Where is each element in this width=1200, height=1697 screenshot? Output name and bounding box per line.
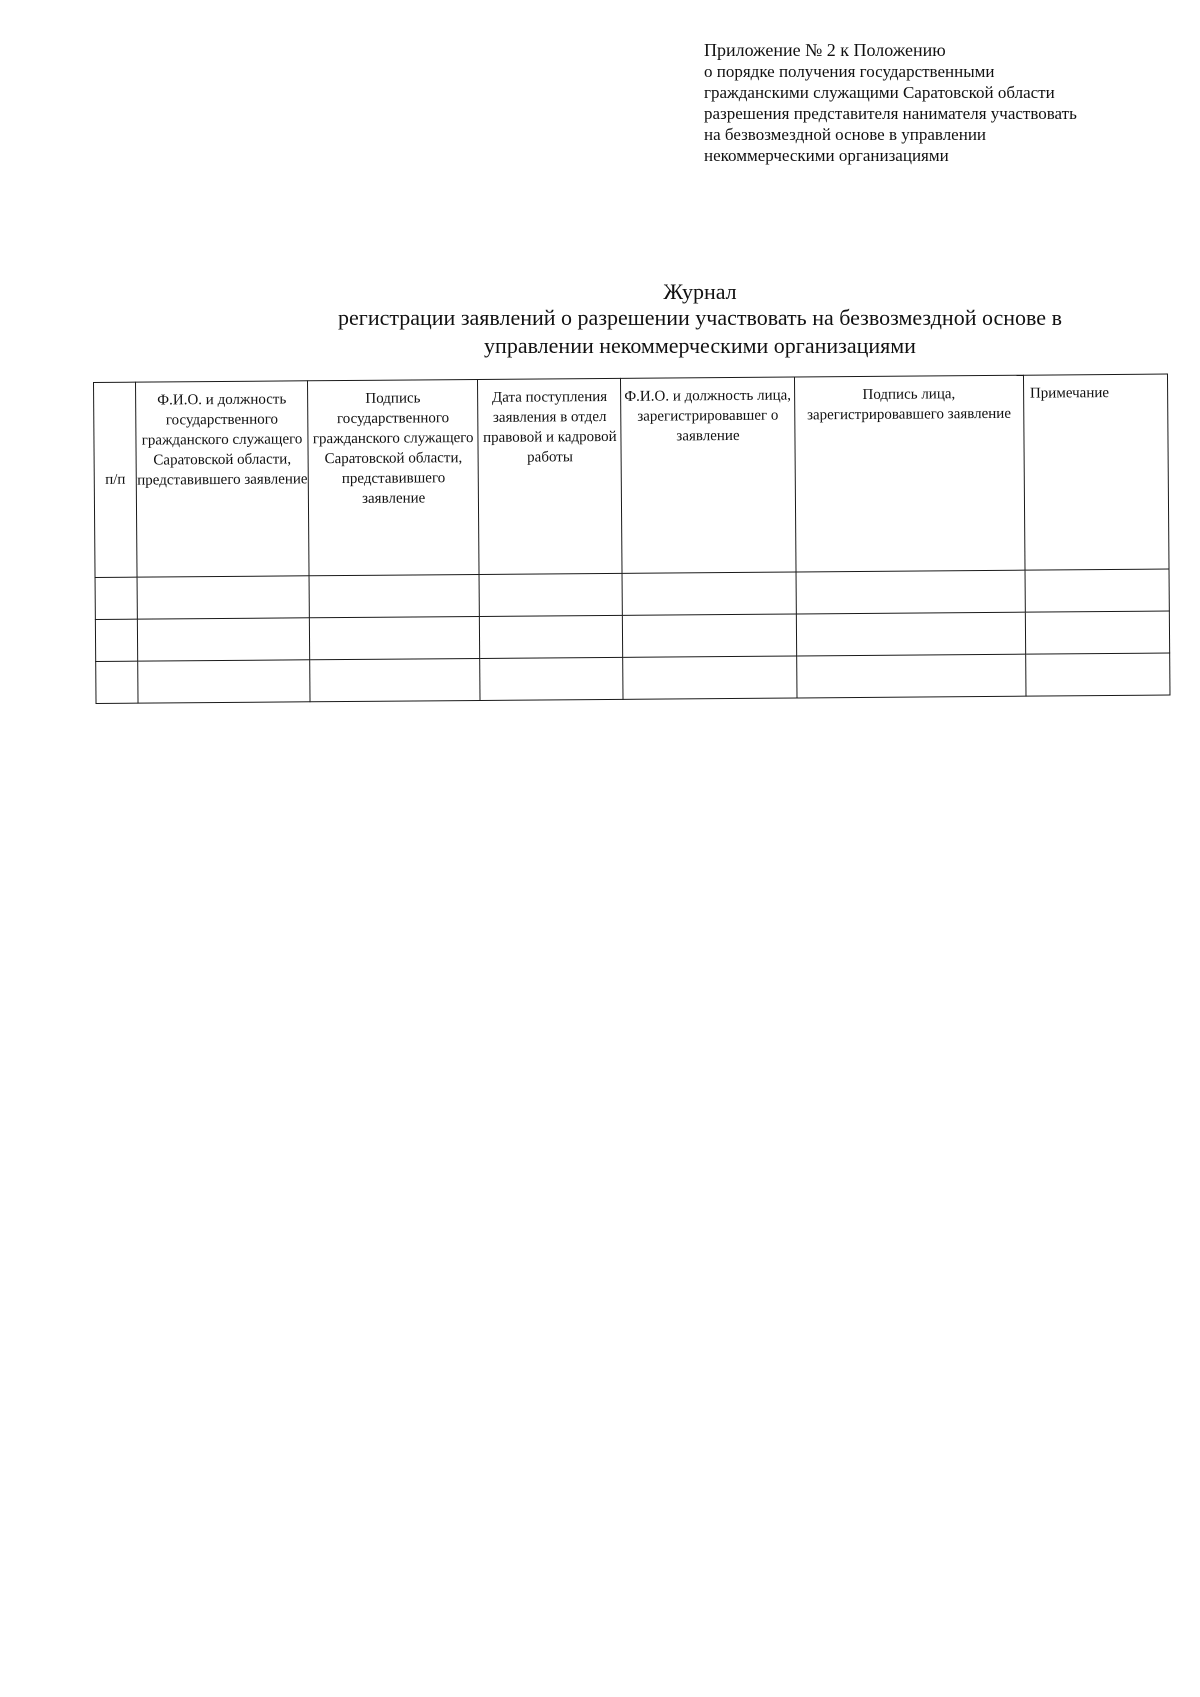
header-row <box>94 374 1169 577</box>
table-cell <box>622 572 795 615</box>
appendix-line: Приложение № 2 к Положению <box>704 40 946 60</box>
table-cell <box>310 658 480 701</box>
table-cell <box>138 660 310 703</box>
document-title <box>0 278 1200 306</box>
table-row <box>96 653 1170 703</box>
table-cell <box>796 570 1026 614</box>
table-cell <box>480 657 623 700</box>
table-cell <box>480 615 623 658</box>
table-cell <box>796 654 1026 698</box>
document-subtitle <box>290 304 1110 360</box>
appendix-line: гражданскими служащими Саратовской области <box>704 83 1055 102</box>
table-cell <box>1025 653 1169 696</box>
table-cell <box>623 656 796 699</box>
column-header-number: п/п <box>94 382 138 577</box>
column-header-receipt-date: Дата поступления заявления в отдел правовой и кадровой работы <box>478 378 623 574</box>
table-cell <box>137 576 309 619</box>
table-cell <box>623 614 796 657</box>
appendix-line: некоммерческими организациями <box>704 146 949 165</box>
appendix-line: на безвозмездной основе в управлении <box>704 125 987 144</box>
column-header-registrar-name: Ф.И.О. и должность лица, зарегистрировавшег о заявление <box>621 377 796 573</box>
document-heading: Журнал <box>663 279 737 304</box>
table-cell <box>1025 611 1169 654</box>
table-header <box>94 374 1169 577</box>
table-cell <box>796 612 1026 656</box>
table-cell <box>479 573 622 616</box>
column-header-registrar-signature: Подпись лица, зарегистрировавшего заявление <box>794 375 1025 572</box>
column-header-employee-name: Ф.И.О. и должность государственного гражданского служащего Саратовской области, представившего заявление <box>136 381 310 577</box>
journal-table <box>93 374 1170 704</box>
subtitle-line: регистрации заявлений о разрешении участвовать на безвозмездной основе в <box>338 305 1062 330</box>
table-body <box>95 569 1170 703</box>
table-cell <box>96 661 138 703</box>
column-header-note: Примечание <box>1023 374 1169 570</box>
table-cell <box>309 574 479 617</box>
table-cell <box>95 619 137 661</box>
table-cell <box>1025 569 1169 612</box>
appendix-note <box>704 40 1144 166</box>
subtitle-line: управлении некоммерческими организациями <box>484 333 916 358</box>
table-cell <box>137 618 309 661</box>
appendix-line: разрешения представителя нанимателя участвовать <box>704 104 1077 123</box>
table-cell <box>95 577 137 619</box>
table-cell <box>310 616 480 659</box>
column-header-employee-signature: Подпись государственного гражданского служащего Саратовской области, представившего заявление <box>308 379 480 575</box>
appendix-line: о порядке получения государственными <box>704 62 995 81</box>
